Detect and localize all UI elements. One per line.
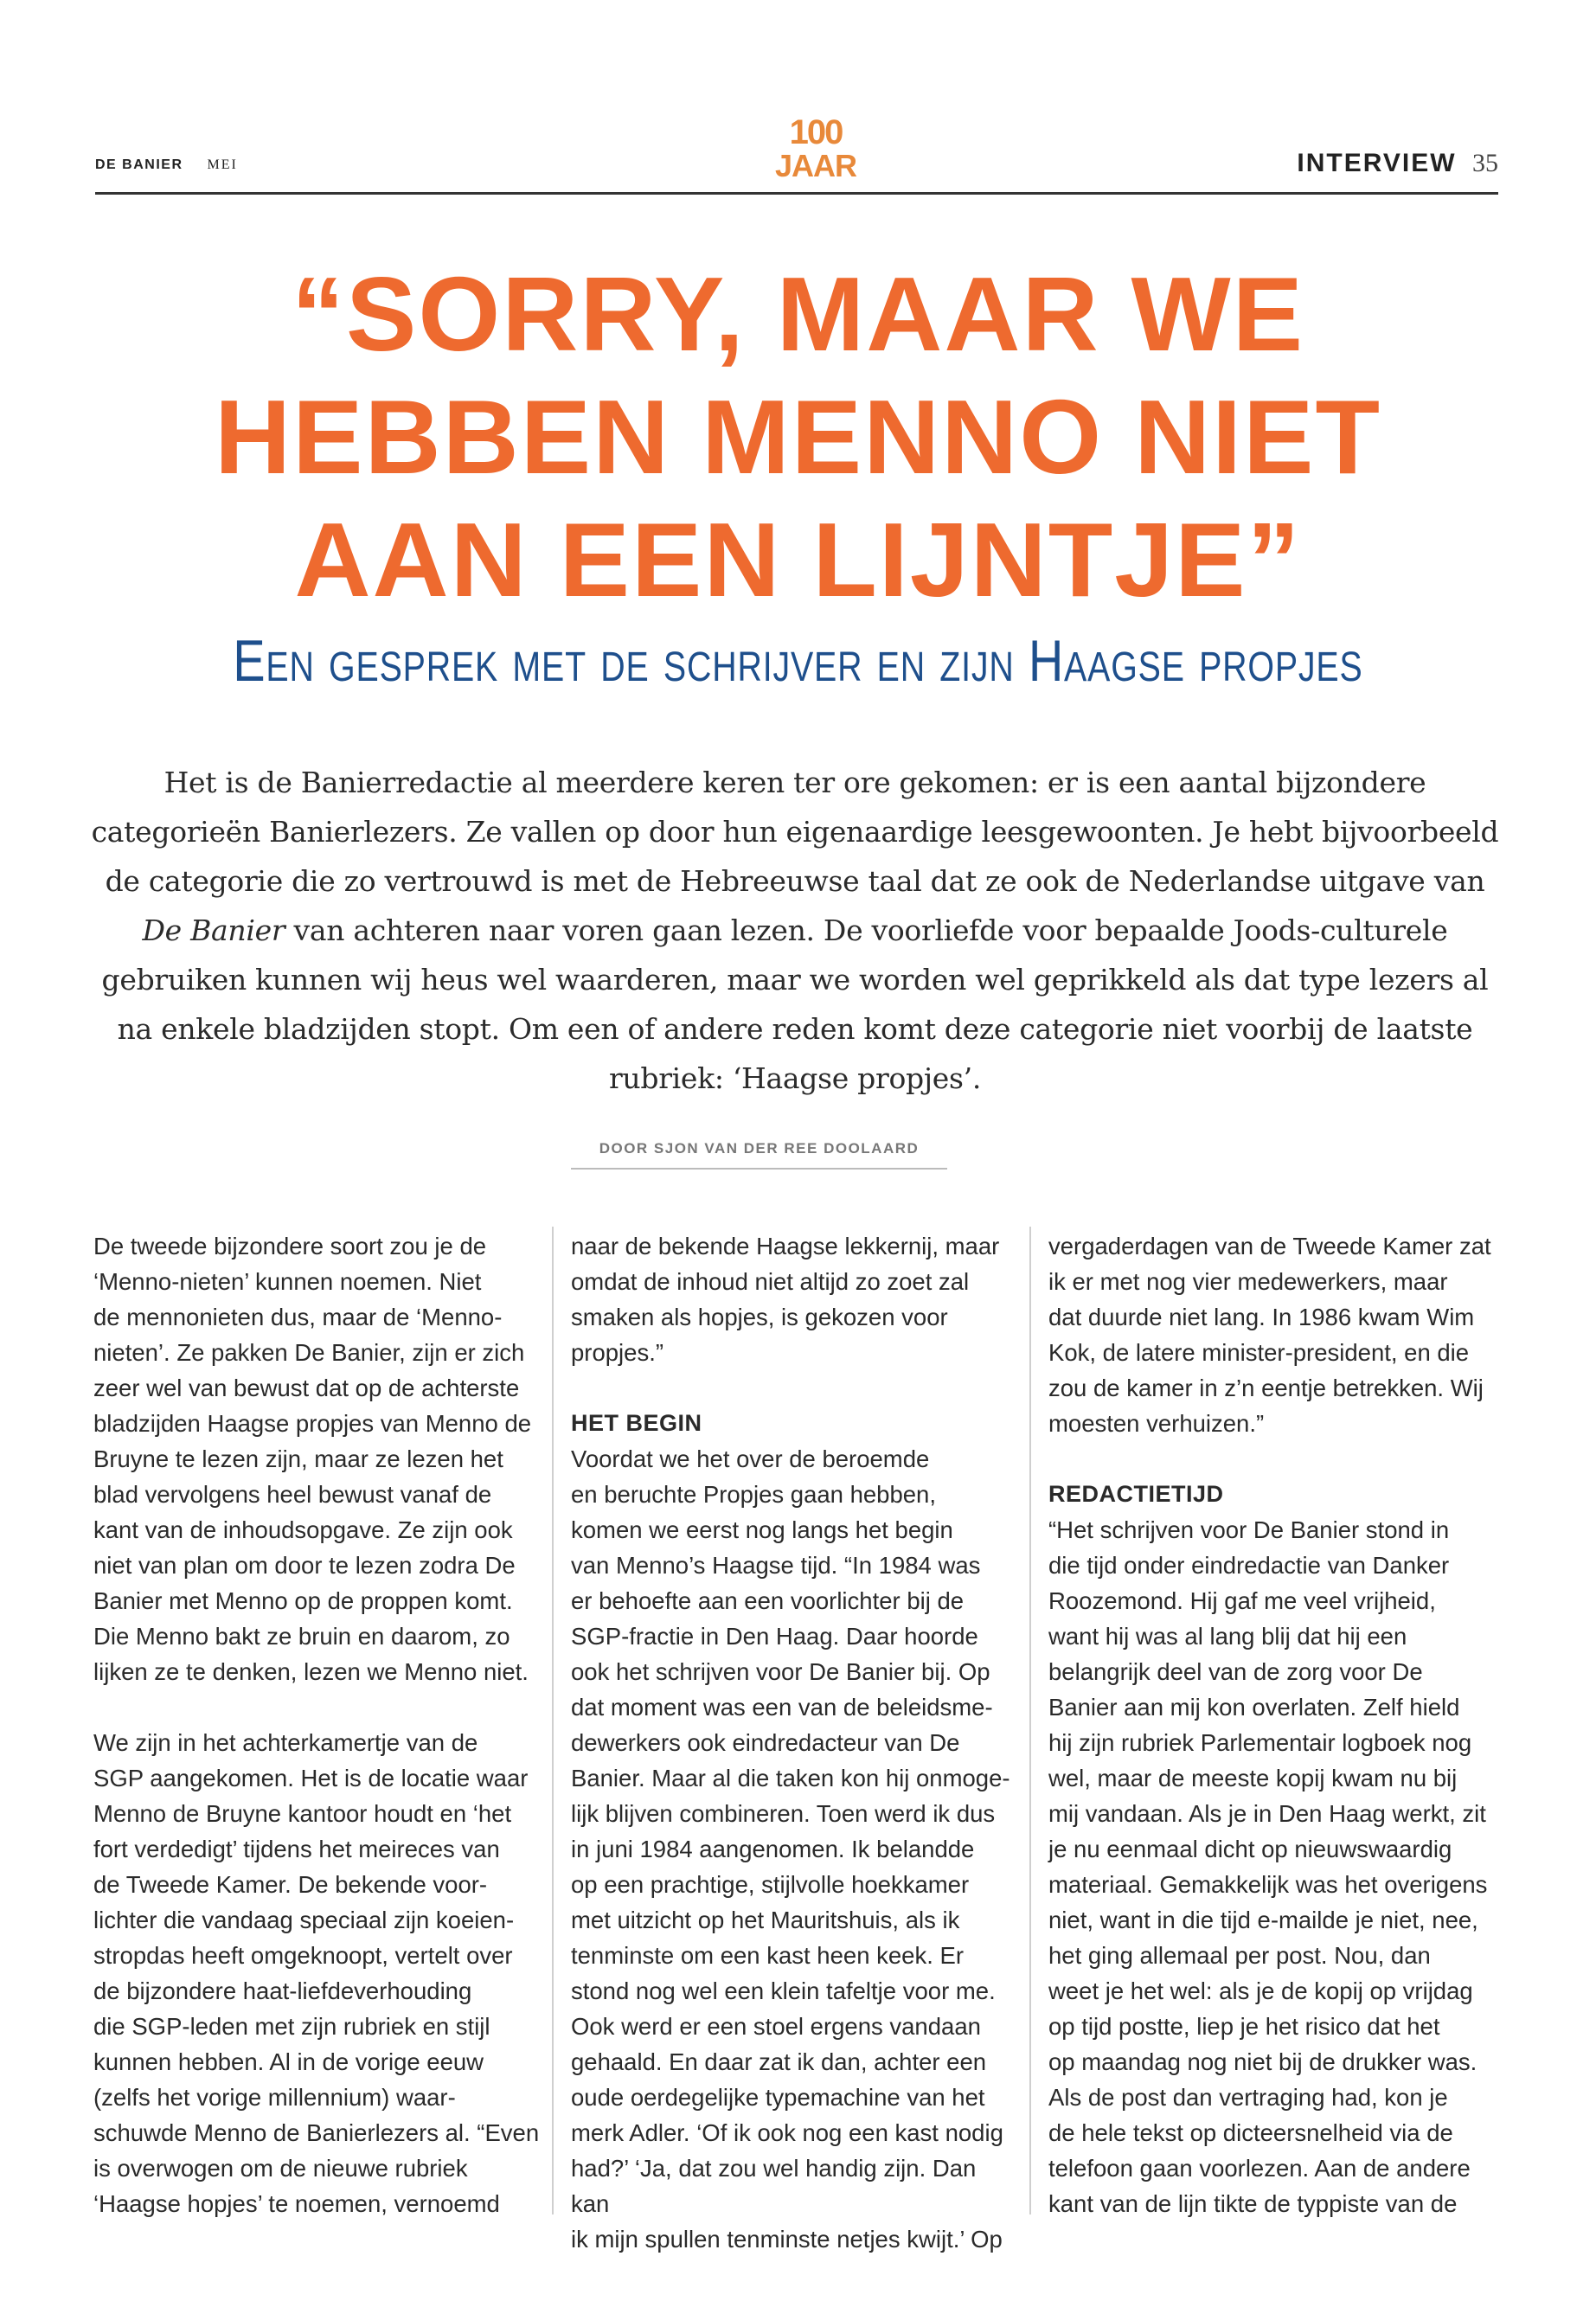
- title-line: HEBBEN MENNO NIET: [215, 378, 1381, 496]
- article-intro: [90, 758, 1500, 1103]
- paragraph: vergaderdagen van de Tweede Kamer zat ik er met nog vier medewerkers, maar dat duurde niet lang. In 1986 kwam Wim Kok, de latere minister-president, en die zou de kamer in z’n eentje betrekken. Wij moesten verhuizen.”: [1048, 1233, 1491, 1437]
- title-line: “SORRY, MAAR WE: [292, 255, 1304, 373]
- article-subtitle: Een gesprek met de schrijver en zijn Haagse propjes: [233, 628, 1363, 694]
- logo-word: JAAR: [774, 148, 857, 183]
- header-right: [1297, 149, 1498, 178]
- publication-name: DE BANIER: [95, 157, 183, 172]
- section-label: INTERVIEW: [1297, 149, 1457, 177]
- column-2: [571, 1228, 1021, 2257]
- header-left: [95, 157, 238, 173]
- column-divider: [1029, 1227, 1031, 2214]
- page-header: [95, 113, 1498, 195]
- column-1: [93, 1228, 543, 2221]
- intro-publication-name: De Banier: [142, 913, 285, 947]
- paragraph: Voordat we het over de beroemde en beruchte Propjes gaan hebben, komen we eerst nog langs het begin van Menno’s Haagse tijd. “In 1984 was er behoefte aan een voorlichter bij de SGP-fractie in Den Haag. Daar hoorde ook het schrijven voor De Banier bij. Op dat moment was een van de beleidsme- dewerkers ook eindredacteur van De Banier. Maar al die taken kon hij onmoge- lijk blijven combineren. Toen werd ik dus in juni 1984 aangenomen. Ik belandde op een prachtige, stijlvolle hoekkamer met uitzicht op het Mauritshuis, als ik tenminste om een kast heen keek. Er stond nog wel een klein tafeltje voor me. Ook werd er een stoel ergens vandaan gehaald. En daar zat ik dan, achter een oude oerdegelijke typemachine van het merk Adler. ‘Of ik ook nog een kast nodig had?’ ‘Ja, dat zou wel handig zijn. Dan kan ik mijn spullen tenminste netjes kwijt.’ Op: [571, 1445, 1010, 2253]
- intro-text-end: van achteren naar voren gaan lezen. De voorliefde voor bepaalde Joods-culturele gebruiken kunnen wij heus wel waarderen, maar we worden wel geprikkeld als dat type lezers al na enkele bladzijden stopt. Om een of andere reden komt deze categorie niet voorbij de laatste rubriek: ‘Haagse propjes’.: [101, 913, 1489, 1095]
- page-number: 35: [1472, 149, 1498, 177]
- paragraph: We zijn in het achterkamertje van de SGP aangekomen. Het is de locatie waar Menno de Bruyne kantoor houdt en ‘het fort verdedigt’ tijdens het meireces van de Tweede Kamer. De bekende voor- lichter die vandaag speciaal zijn koeien- stropdas heeft omgeknoopt, vertelt over de bijzondere haat-liefdeverhouding die SGP-leden met zijn rubriek en stijl kunnen hebben. Al in de vorige eeuw (zelfs het vorige millennium) waar- schuwde Menno de Banierlezers al. “Even is overwogen om de nieuwe rubriek ‘Haagse hopjes’ te noemen, vernoemd: [93, 1729, 540, 2217]
- anniversary-logo-mark: [772, 109, 859, 187]
- paragraph: “Het schrijven voor De Banier stond in die tijd onder eindredactie van Danker Roozemond. Hij gaf me veel vrijheid, want hij was al lang blij dat hij een belangrijk deel van de zorg voor De Banier aan mij kon overlaten. Zelf hield hij zijn rubriek Parlementair logboek nog wel, maar de meeste kopij kwam nu bij mij vandaan. Als je in Den Haag werkt, zit je nu eenmaal dicht op nieuwswaardig materiaal. Gemakkelijk was het overigens niet, want in die tijd e-mailde je niet, nee, het ging allemaal per post. Nou, dan weet je het wel: als je de kopij op vrijdag op tijd postte, liep je het risico dat het op maandag nog niet bij de drukker was. Als de post dan vertraging had, kon je de hele tekst op dicteersnelheid via de telefoon gaan voorlezen. Aan de andere kant van de lijn tikte de typpiste van de: [1048, 1516, 1488, 2217]
- title-line: AAN EEN LIJNTJE”: [294, 501, 1302, 619]
- column-3: [1048, 1228, 1498, 2221]
- column-divider: [552, 1227, 554, 2214]
- section-heading: REDACTIETIJD: [1048, 1481, 1224, 1507]
- paragraph: naar de bekende Haagse lekkernij, maar omdat de inhoud niet altijd zo zoet zal smaken als hopjes, is gekozen voor propjes.”: [571, 1233, 1000, 1366]
- intro-text-start: Het is de Banierredactie al meerdere keren ter ore gekomen: er is een aantal bijzondere categorieën Banierlezers. Ze vallen op door hun eigenaardige leesgewoonten. Je hebt bijvoorbeeld de categorie die zo vertrouwd is met de Hebreeuwse taal dat ze ook de Nederlandse uitgave van: [91, 766, 1499, 898]
- anniversary-logo: [772, 109, 859, 187]
- byline: DOOR SJON VAN DER REE DOOLAARD: [571, 1140, 947, 1170]
- logo-number: 100: [789, 113, 843, 151]
- article-title: [0, 253, 1596, 621]
- issue-month: MEI: [207, 157, 238, 172]
- section-heading: HET BEGIN: [571, 1410, 702, 1436]
- paragraph: De tweede bijzondere soort zou je de ‘Menno-nieten’ kunnen noemen. Niet de mennonieten dus, maar de ‘Menno- nieten’. Ze pakken De Banier, zijn er zich zeer wel van bewust dat op de achterste bladzijden Haagse propjes van Menno de Bruyne te lezen zijn, maar ze lezen het blad vervolgens heel bewust vanaf de kant van de inhoudsopgave. Ze zijn ook niet van plan om door te lezen zodra De Banier met Menno op de proppen komt. Die Menno bakt ze bruin en daarom, zo lijken ze te denken, lezen we Menno niet.: [93, 1233, 532, 1685]
